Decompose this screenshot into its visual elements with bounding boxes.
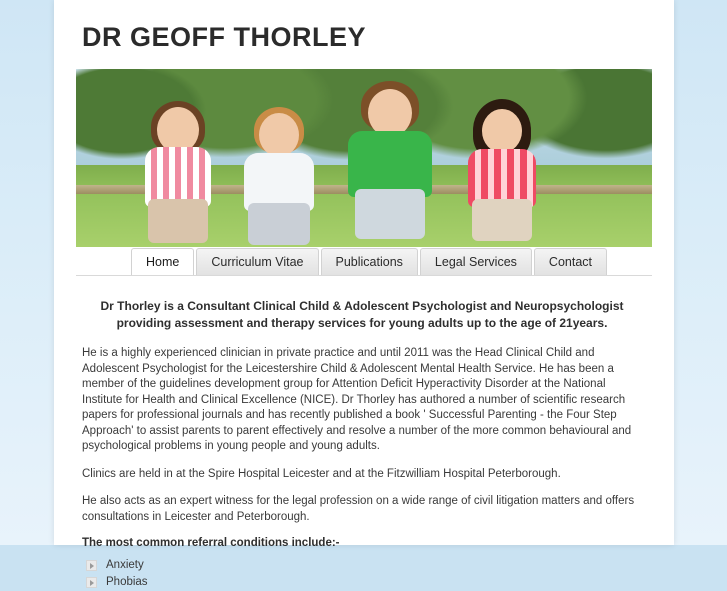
nav-item-home[interactable]: Home bbox=[131, 248, 194, 275]
nav-item-contact[interactable]: Contact bbox=[534, 248, 607, 275]
hero-child-2 bbox=[236, 103, 322, 239]
hero-child-3 bbox=[338, 81, 442, 239]
child-head bbox=[482, 109, 522, 153]
list-item bbox=[82, 574, 642, 591]
list-item-label: Phobias bbox=[106, 576, 148, 588]
nav-item-legal-services[interactable]: Legal Services bbox=[420, 248, 532, 275]
hero-image bbox=[76, 69, 652, 247]
child-body bbox=[145, 147, 211, 207]
paragraph-clinics: Clinics are held in at the Spire Hospital Leicester and at the Fitzwilliam Hospital Peterborough. bbox=[82, 467, 561, 480]
child-legs bbox=[355, 189, 425, 239]
main-content bbox=[82, 298, 642, 591]
main-navigation bbox=[131, 248, 607, 275]
chevron-right-icon bbox=[86, 560, 97, 571]
nav-item-publications[interactable]: Publications bbox=[321, 248, 418, 275]
child-head bbox=[259, 113, 299, 157]
site-title: DR GEOFF THORLEY bbox=[82, 22, 366, 52]
referral-conditions-heading: The most common referral conditions include:- bbox=[82, 537, 340, 549]
list-item bbox=[82, 557, 642, 574]
list-item-label: Anxiety bbox=[106, 559, 144, 571]
child-head bbox=[368, 89, 412, 137]
chevron-right-icon bbox=[86, 577, 97, 588]
hero-child-1 bbox=[136, 99, 220, 239]
child-body bbox=[348, 131, 432, 197]
child-legs bbox=[248, 203, 310, 245]
referral-conditions-list bbox=[82, 557, 642, 591]
hero-child-4 bbox=[456, 97, 548, 239]
child-legs bbox=[148, 199, 208, 243]
intro-statement: Dr Thorley is a Consultant Clinical Child & Adolescent Psychologist and Neuropsychologist providing assessment and therapy services for young adults up to the age of 21years. bbox=[100, 299, 624, 330]
nav-item-curriculum-vitae[interactable]: Curriculum Vitae bbox=[196, 248, 318, 275]
paragraph-expert-witness: He also acts as an expert witness for the legal profession on a wide range of civil litigation matters and offers consultations in Leicester and Peterborough. bbox=[82, 495, 635, 523]
paragraph-background: He is a highly experienced clinician in private practice and until 2011 was the Head Clinical Child and Adolescent Psychologist for the Leicestershire Child & Adolescent Mental Health Service. He has been a member of the guidelines development group for Attention Deficit Hyperactivity Disorder at the National Institute for Health and Clinical Excellence (NICE). Dr Thorley has authored a number of scientific research papers for professional journals and has recently published a book ' Successful Parenting - the Four Step Approach' to assist parents to parent effectively and resolve a number of the more common behavioural and psychological problems in young people and young adults. bbox=[82, 347, 632, 452]
child-legs bbox=[472, 199, 532, 241]
